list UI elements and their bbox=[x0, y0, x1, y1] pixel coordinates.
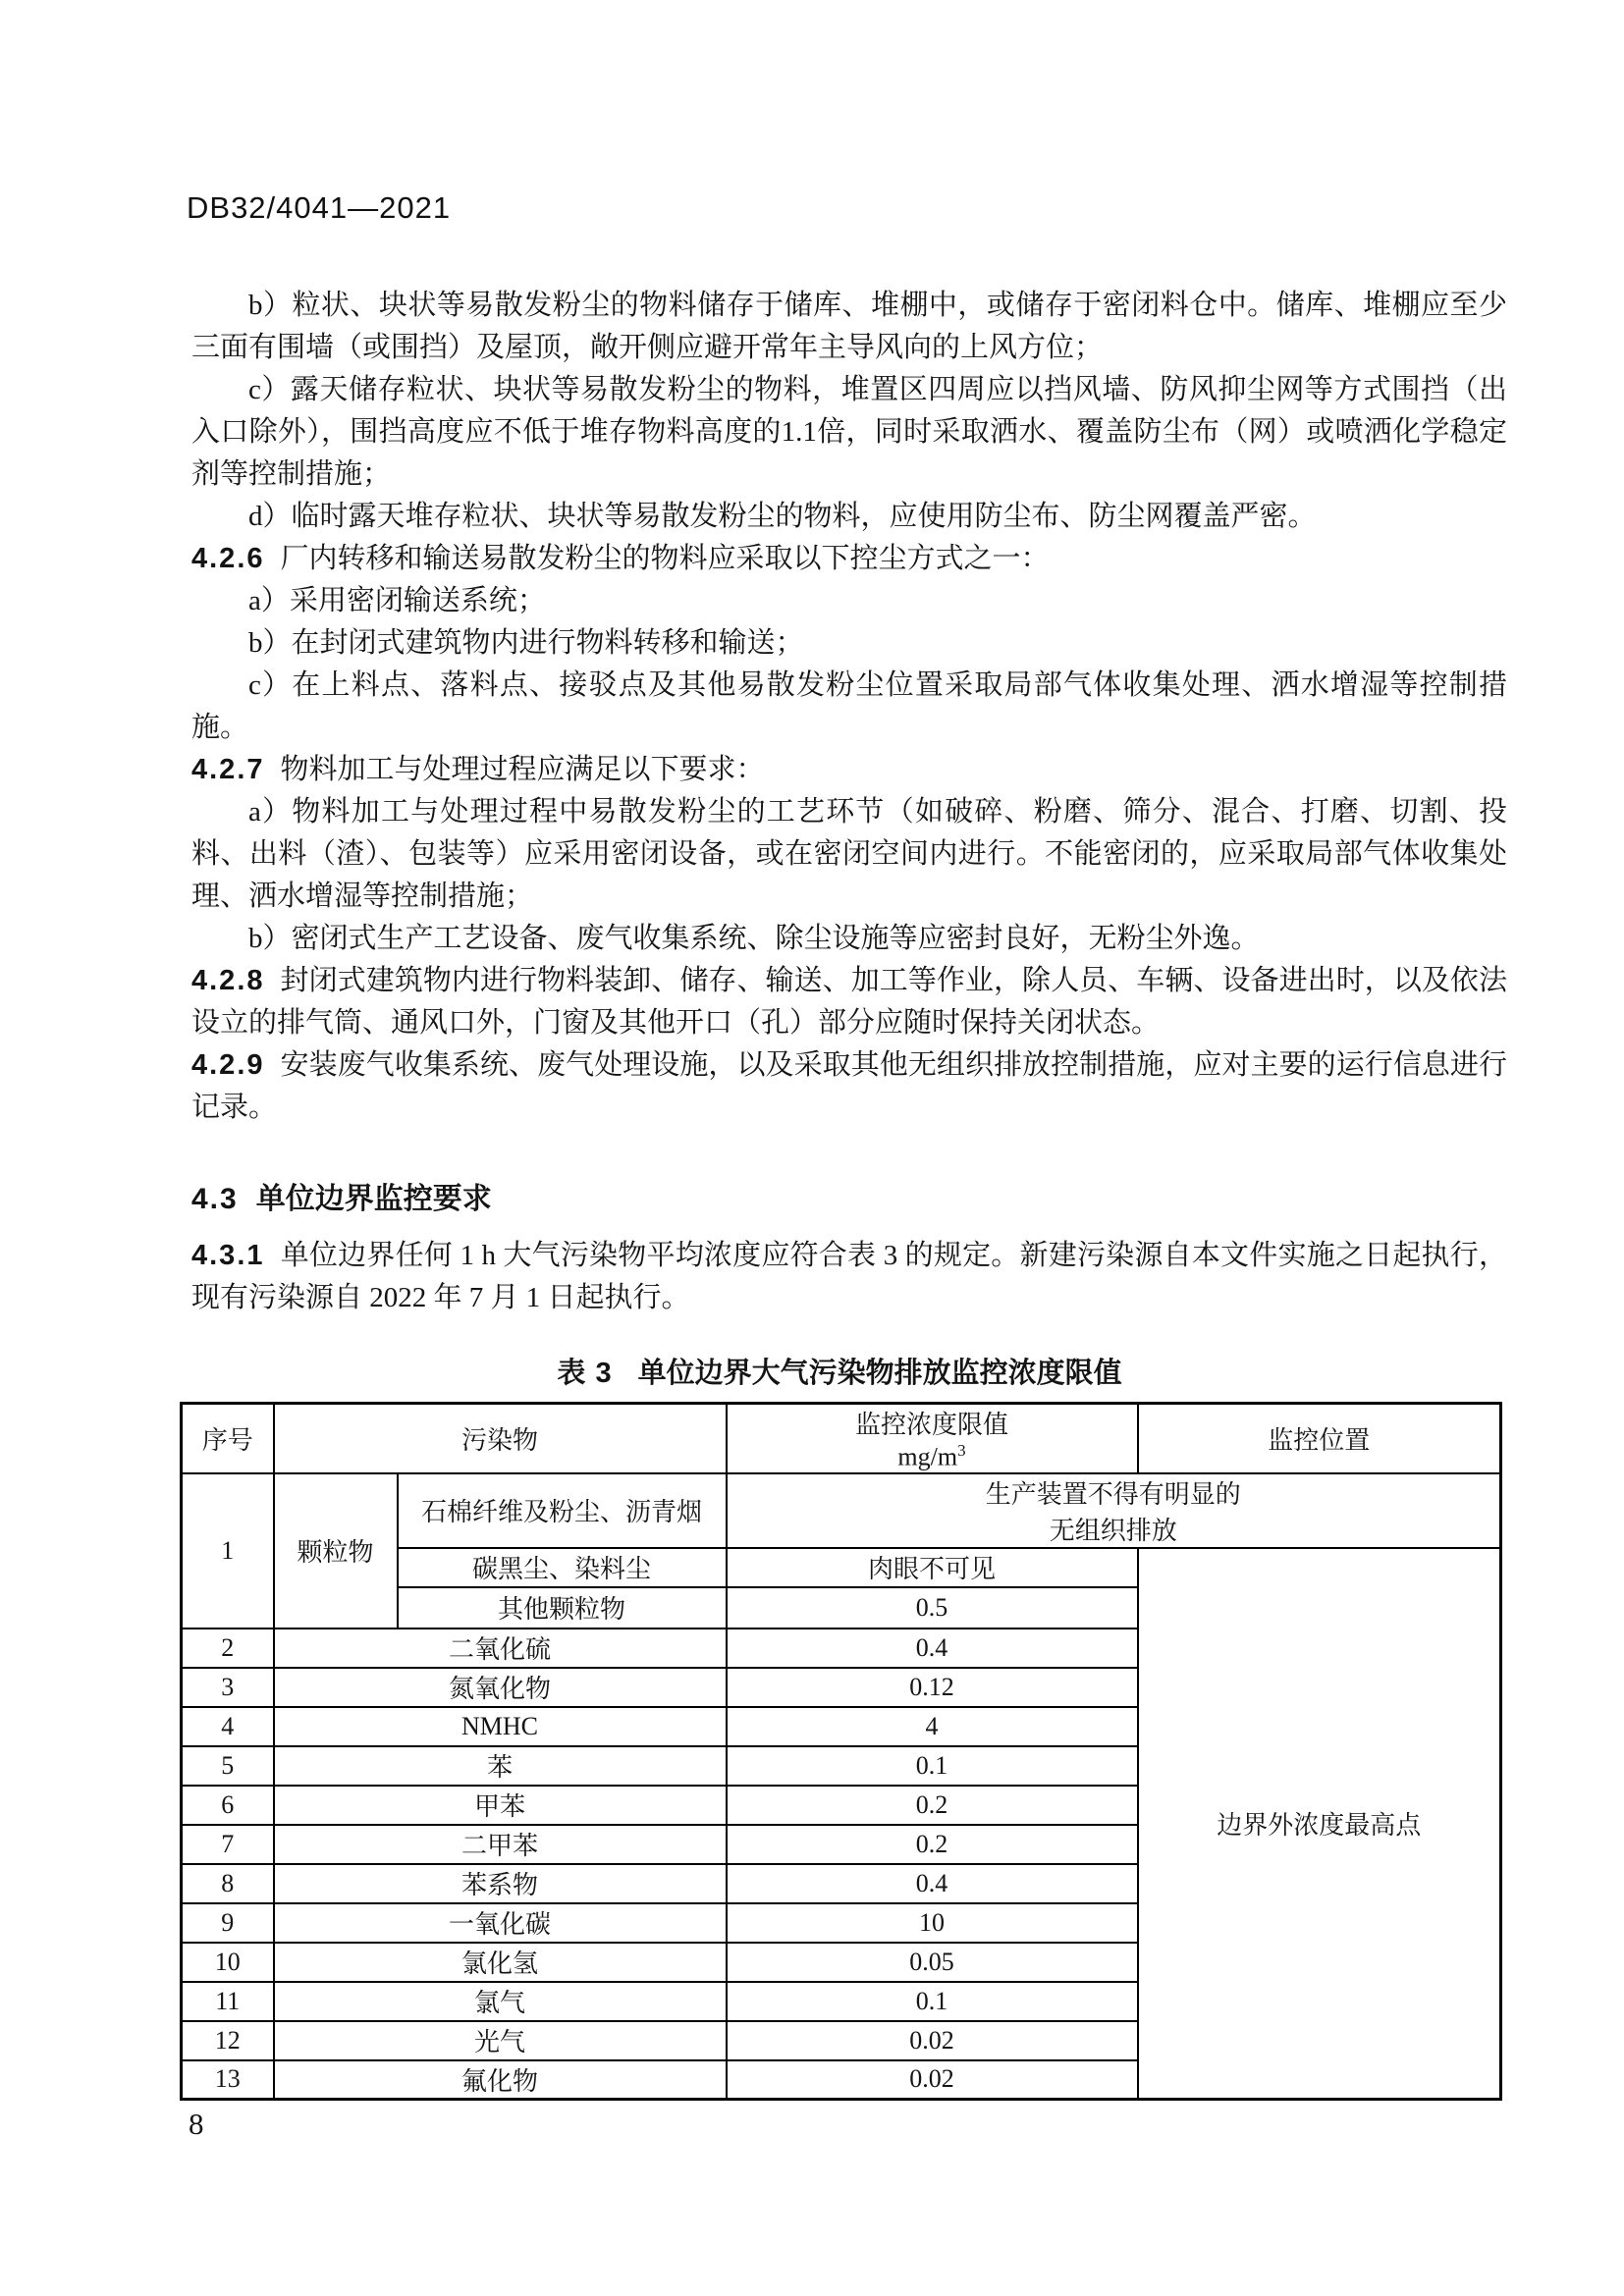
cell-seq: 6 bbox=[182, 1786, 274, 1825]
paragraph-a-conveyor bbox=[191, 580, 1507, 622]
paragraph-b-storage bbox=[191, 285, 1507, 369]
standard-number-header: DB32/4041—2021 bbox=[187, 190, 452, 225]
cell-seq: 12 bbox=[182, 2021, 274, 2060]
cell-limit: 0.2 bbox=[727, 1825, 1138, 1864]
header-limit-unit bbox=[733, 1441, 1131, 1472]
cell-limit: 0.02 bbox=[727, 2021, 1138, 2060]
cell-category: 颗粒物 bbox=[274, 1473, 398, 1629]
section-heading-4-3 bbox=[191, 1174, 492, 1217]
cell-pollutant: 氯化氢 bbox=[274, 1943, 727, 1982]
paragraph-text: a）采用密闭输送系统； bbox=[248, 585, 546, 616]
cell-limit: 0.1 bbox=[727, 1982, 1138, 2021]
cell-seq: 2 bbox=[182, 1629, 274, 1668]
paragraph-text: b）在封闭式建筑物内进行物料转移和输送； bbox=[248, 627, 804, 659]
clause-4-3-1 bbox=[191, 1235, 1507, 1319]
cell-limit: 0.1 bbox=[727, 1746, 1138, 1786]
clause-number: 4.2.6 bbox=[191, 543, 265, 574]
paragraph-text: 单位边界任何 1 h 大气污染物平均浓度应符合表 3 的规定。新建污染源自本文件实施之日起执行，现有污染源自 2022 年 7 月 1 日起执行。 bbox=[191, 1240, 1507, 1313]
cell-limit: 10 bbox=[727, 1903, 1138, 1943]
paragraph-text: d）临时露天堆存粒状、块状等易散发粉尘的物料，应使用防尘布、防尘网覆盖严密。 bbox=[248, 501, 1317, 532]
header-cell-limit bbox=[727, 1404, 1138, 1473]
cell-location: 边界外浓度最高点 bbox=[1138, 1548, 1501, 2100]
paragraph-b-sealed bbox=[191, 918, 1507, 960]
header-cell-pollutant: 污染物 bbox=[274, 1404, 727, 1473]
cell-pollutant: 氮氧化物 bbox=[274, 1668, 727, 1707]
paragraph-text: c）在上料点、落料点、接驳点及其他易散发粉尘位置采取局部气体收集处理、洒水增湿等控制措施。 bbox=[191, 669, 1507, 743]
cell-seq: 13 bbox=[182, 2060, 274, 2100]
cell-pollutant: NMHC bbox=[274, 1707, 727, 1746]
paragraph-text: 厂内转移和输送易散发粉尘的物料应采取以下控尘方式之一： bbox=[280, 543, 1050, 574]
cell-pollutant: 二氧化硫 bbox=[274, 1629, 727, 1668]
cell-limit: 肉眼不可见 bbox=[727, 1548, 1138, 1587]
cell-pollutant: 甲苯 bbox=[274, 1786, 727, 1825]
paragraph-text: b）密闭式生产工艺设备、废气收集系统、除尘设施等应密封良好，无粉尘外逸。 bbox=[248, 923, 1260, 954]
limit-line-2: 无组织排放 bbox=[1049, 1516, 1177, 1545]
unit-text: mg/m bbox=[897, 1442, 958, 1471]
cell-pollutant: 一氧化碳 bbox=[274, 1903, 727, 1943]
cell-pollutant: 氟化物 bbox=[274, 2060, 727, 2100]
table-caption-title: 单位边界大气污染物排放监控浓度限值 bbox=[637, 1358, 1122, 1389]
unit-exponent: 3 bbox=[957, 1441, 966, 1460]
page-number: 8 bbox=[189, 2107, 204, 2141]
cell-pollutant: 其他颗粒物 bbox=[398, 1587, 727, 1629]
clause-4-2-6 bbox=[191, 538, 1507, 580]
header-cell-seq: 序号 bbox=[182, 1404, 274, 1473]
table-header-row bbox=[182, 1404, 1501, 1473]
cell-seq: 5 bbox=[182, 1746, 274, 1786]
paragraph-text: 封闭式建筑物内进行物料装卸、储存、输送、加工等作业，除人员、车辆、设备进出时，以及依法设立的排气筒、通风口外，门窗及其他开口（孔）部分应随时保持关闭状态。 bbox=[191, 965, 1507, 1039]
cell-pollutant: 苯 bbox=[274, 1746, 727, 1786]
cell-limit: 0.02 bbox=[727, 2060, 1138, 2100]
body-text bbox=[191, 285, 1507, 1129]
paragraph-c-openair bbox=[191, 369, 1507, 496]
cell-pollutant: 苯系物 bbox=[274, 1864, 727, 1903]
cell-seq: 8 bbox=[182, 1864, 274, 1903]
paragraph-text: b）粒状、块状等易散发粉尘的物料储存于储库、堆棚中，或储存于密闭料仓中。储库、堆棚应至少三面有围墙（或围挡）及屋顶，敞开侧应避开常年主导风向的上风方位； bbox=[191, 290, 1507, 363]
clause-4-2-8 bbox=[191, 960, 1507, 1044]
limit-line-1: 生产装置不得有明显的 bbox=[985, 1479, 1241, 1509]
cell-pollutant: 氯气 bbox=[274, 1982, 727, 2021]
table-caption bbox=[180, 1351, 1499, 1391]
cell-limit: 0.05 bbox=[727, 1943, 1138, 1982]
clause-4-2-7 bbox=[191, 749, 1507, 791]
cell-limit: 0.5 bbox=[727, 1587, 1138, 1629]
paragraph-d-temporary bbox=[191, 496, 1507, 538]
paragraph-text: a）物料加工与处理过程中易散发粉尘的工艺环节（如破碎、粉磨、筛分、混合、打磨、切割、投料、出料（渣）、包装等）应采用密闭设备，或在密闭空间内进行。不能密闭的，应采取局部气体收集处理、洒水增湿等控制措施； bbox=[191, 796, 1507, 912]
paragraph-text: 物料加工与处理过程应满足以下要求： bbox=[280, 754, 765, 785]
cell-pollutant: 碳黑尘、染料尘 bbox=[398, 1548, 727, 1587]
cell-limit: 0.12 bbox=[727, 1668, 1138, 1707]
cell-limit bbox=[727, 1473, 1501, 1548]
monitoring-limits-table bbox=[180, 1402, 1502, 2101]
cell-seq: 4 bbox=[182, 1707, 274, 1746]
paragraph-c-points bbox=[191, 665, 1507, 749]
cell-pollutant: 光气 bbox=[274, 2021, 727, 2060]
cell-pollutant: 二甲苯 bbox=[274, 1825, 727, 1864]
cell-limit: 0.4 bbox=[727, 1629, 1138, 1668]
paragraph-text: 安装废气收集系统、废气处理设施，以及采取其他无组织排放控制措施，应对主要的运行信息进行记录。 bbox=[191, 1049, 1507, 1123]
table-row bbox=[182, 1473, 1501, 1548]
cell-pollutant: 石棉纤维及粉尘、沥青烟 bbox=[398, 1473, 727, 1548]
table-caption-number: 表 3 bbox=[557, 1358, 613, 1389]
cell-limit: 4 bbox=[727, 1707, 1138, 1746]
clause-4-2-9 bbox=[191, 1044, 1507, 1129]
cell-limit: 0.4 bbox=[727, 1864, 1138, 1903]
paragraph-text: c）露天储存粒状、块状等易散发粉尘的物料，堆置区四周应以挡风墙、防风抑尘网等方式围挡（出入口除外），围挡高度应不低于堆存物料高度的1.1倍，同时采取洒水、覆盖防尘布（网）或喷洒化学稳定剂等控制措施； bbox=[191, 374, 1507, 490]
cell-limit: 0.2 bbox=[727, 1786, 1138, 1825]
clause-number: 4.2.7 bbox=[191, 754, 265, 785]
paragraph-a-process bbox=[191, 791, 1507, 918]
paragraph-b-enclosed bbox=[191, 622, 1507, 665]
cell-seq: 1 bbox=[182, 1473, 274, 1629]
header-cell-location: 监控位置 bbox=[1138, 1404, 1501, 1473]
cell-seq: 10 bbox=[182, 1943, 274, 1982]
clause-number: 4.3.1 bbox=[191, 1240, 265, 1271]
clause-number: 4.2.9 bbox=[191, 1049, 265, 1081]
cell-seq: 11 bbox=[182, 1982, 274, 2021]
cell-seq: 9 bbox=[182, 1903, 274, 1943]
cell-seq: 3 bbox=[182, 1668, 274, 1707]
clause-number: 4.2.8 bbox=[191, 965, 265, 996]
section-number: 4.3 bbox=[191, 1183, 239, 1215]
cell-seq: 7 bbox=[182, 1825, 274, 1864]
section-title: 单位边界监控要求 bbox=[255, 1183, 492, 1215]
header-limit-label: 监控浓度限值 bbox=[855, 1411, 1009, 1439]
